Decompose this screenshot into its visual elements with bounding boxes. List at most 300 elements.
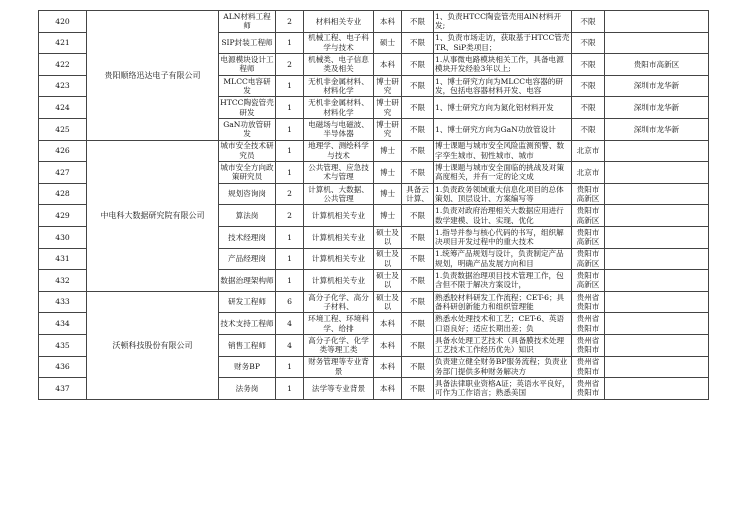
- row-number-cell: [39, 140, 87, 162]
- row-number-cell: [39, 270, 87, 292]
- education-cell: [374, 291, 402, 313]
- count-cell: [276, 97, 304, 119]
- experience-cell: [402, 378, 434, 400]
- duty-cell-text: 1.从事微电路模块相关工作，具备电源模块开发经验3年以上;: [435, 55, 564, 74]
- education-cell: [374, 334, 402, 356]
- education-cell-text: 本科: [379, 16, 396, 26]
- place-cell-text: 深圳市龙华新: [633, 102, 680, 112]
- duty-cell: [434, 75, 572, 97]
- position-cell-text: 规划咨询岗: [228, 189, 266, 199]
- major-cell: [304, 118, 374, 140]
- age-cell: [572, 356, 605, 378]
- position-cell-text: MLCC电容研发: [223, 76, 271, 96]
- company-cell-text: 贵阳顺络迅达电子有限公司: [104, 70, 201, 80]
- major-cell: [304, 140, 374, 162]
- place-cell: [605, 313, 709, 335]
- duty-cell-text: 1、博士研究方向为GaN功放管设计: [435, 124, 556, 134]
- age-cell-text: 不限: [580, 59, 596, 69]
- row-number-cell: [39, 162, 87, 184]
- duty-cell: [434, 356, 572, 378]
- count-cell-text: 4: [287, 340, 292, 350]
- count-cell: [276, 291, 304, 313]
- major-cell-text: 环境工程、环境科学、给排: [308, 314, 369, 333]
- age-cell: [572, 226, 605, 248]
- experience-cell: [402, 248, 434, 270]
- place-cell-text: 深圳市龙华新: [633, 81, 680, 91]
- age-cell-text: 不限: [580, 124, 596, 134]
- age-cell-text: 贵阳市高新区: [576, 271, 600, 290]
- table-row: [39, 140, 709, 162]
- row-number-cell: [39, 118, 87, 140]
- place-cell: [605, 118, 709, 140]
- place-cell: [605, 356, 709, 378]
- experience-cell-text: 不限: [409, 146, 426, 156]
- count-cell: [276, 183, 304, 205]
- education-cell-text: 本科: [379, 59, 396, 69]
- position-cell: [219, 54, 276, 76]
- place-cell: [605, 32, 709, 54]
- experience-cell-text: 具备云计算、: [406, 184, 429, 204]
- age-cell-text: 贵阳市高新区: [576, 206, 600, 225]
- duty-cell-text: 1、负责HTCC陶瓷管壳用AlN材料开发;: [435, 11, 562, 31]
- age-cell-text: 贵阳市高新区: [576, 249, 600, 268]
- count-cell: [276, 118, 304, 140]
- duty-cell-text: 1.负责数据治理项目技术管理工作，包含但不限于解决方案设计，: [435, 271, 564, 290]
- education-cell-text: 硕士: [379, 38, 396, 48]
- row-number-cell-text: 436: [55, 362, 70, 372]
- position-cell: [219, 183, 276, 205]
- duty-cell: [434, 140, 572, 162]
- duty-cell: [434, 118, 572, 140]
- age-cell-text: 贵州省贵阳市: [576, 378, 600, 398]
- count-cell: [276, 11, 304, 33]
- row-number-cell: [39, 75, 87, 97]
- row-number-cell: [39, 378, 87, 400]
- position-cell: [219, 248, 276, 270]
- major-cell-text: 财务管理等专业背景: [308, 357, 369, 376]
- education-cell-text: 博士: [379, 167, 396, 177]
- count-cell-text: 1: [287, 362, 292, 372]
- position-cell-text: 城市安全技术研究员: [220, 141, 274, 160]
- age-cell: [572, 162, 605, 184]
- position-cell-text: ALN材料工程师: [223, 11, 271, 31]
- education-cell: [374, 270, 402, 292]
- count-cell-text: 1: [287, 167, 292, 177]
- age-cell: [572, 291, 605, 313]
- count-cell: [276, 270, 304, 292]
- major-cell: [304, 270, 374, 292]
- experience-cell-text: 不限: [409, 297, 426, 307]
- duty-cell-text: 1、博士研究方向为MLCC电容器的研发，包括电容器材料开发、电容: [435, 76, 563, 96]
- row-number-cell: [39, 334, 87, 356]
- place-cell: [605, 291, 709, 313]
- age-cell: [572, 270, 605, 292]
- experience-cell-text: 不限: [409, 210, 426, 220]
- major-cell: [304, 378, 374, 400]
- experience-cell-text: 不限: [409, 81, 426, 91]
- count-cell: [276, 334, 304, 356]
- education-cell-text: 本科: [379, 318, 396, 328]
- major-cell-text: 计算机、大数据、公共管理: [308, 184, 369, 204]
- experience-cell: [402, 183, 434, 205]
- major-cell-text: 无机非金属材料、材料化学: [308, 98, 369, 117]
- duty-cell-text: 具备水处理工艺技术（具备膜技术处理工艺技术工作经历优先）知识: [435, 335, 565, 355]
- age-cell-text: 贵州省贵阳市: [576, 335, 600, 355]
- major-cell: [304, 32, 374, 54]
- major-cell-text: 地理学、测绘科学与技术: [308, 141, 369, 160]
- table-body: [39, 11, 709, 400]
- major-cell: [304, 291, 374, 313]
- row-number-cell-text: 424: [55, 102, 70, 112]
- education-cell-text: 硕士及以: [376, 249, 399, 268]
- major-cell: [304, 334, 374, 356]
- duty-cell-text: 1.负责政务领域重大信息化项目的总体策划、顶层设计、方案编写等: [435, 184, 564, 204]
- education-cell-text: 博士研究: [376, 76, 399, 96]
- major-cell-text: 机械类、电子信息类及相关: [308, 55, 369, 74]
- duty-cell: [434, 205, 572, 227]
- duty-cell: [434, 270, 572, 292]
- table-row: [39, 11, 709, 33]
- company-cell: [87, 140, 219, 291]
- count-cell: [276, 248, 304, 270]
- count-cell: [276, 75, 304, 97]
- place-cell: [605, 205, 709, 227]
- duty-cell: [434, 313, 572, 335]
- duty-cell: [434, 11, 572, 33]
- major-cell-text: 计算机相关专业: [311, 210, 366, 220]
- experience-cell: [402, 140, 434, 162]
- place-cell-text: 贵阳市高新区: [633, 59, 680, 69]
- company-cell-text: 沃顿科技股份有限公司: [112, 340, 193, 350]
- education-cell: [374, 118, 402, 140]
- education-cell-text: 硕士及以: [376, 227, 399, 247]
- education-cell: [374, 75, 402, 97]
- place-cell-text: 深圳市龙华新: [633, 124, 680, 134]
- experience-cell-text: 不限: [409, 275, 426, 285]
- major-cell-text: 计算机相关专业: [311, 232, 366, 242]
- position-cell: [219, 162, 276, 184]
- duty-cell-text: 具备法律职业资格A证；英语水平良好，可作为工作语言；熟悉美国: [435, 378, 570, 398]
- position-cell: [219, 75, 276, 97]
- duty-cell-text: 1、博士研究方向为氮化铝材料开发: [435, 102, 554, 112]
- education-cell-text: 本科: [379, 362, 396, 372]
- duty-cell-text: 1.统筹产品规划与设计，负责制定产品规划，明确产品发展方向和目: [435, 249, 564, 268]
- duty-cell-text: 1.指导并参与核心代码的书写，组织解决项目开发过程中的重大技术: [435, 227, 564, 247]
- row-number-cell-text: 430: [55, 232, 70, 242]
- major-cell: [304, 248, 374, 270]
- place-cell: [605, 75, 709, 97]
- age-cell: [572, 75, 605, 97]
- count-cell: [276, 140, 304, 162]
- age-cell: [572, 140, 605, 162]
- major-cell-text: 法学等专业背景: [311, 383, 366, 393]
- place-cell: [605, 226, 709, 248]
- experience-cell: [402, 118, 434, 140]
- experience-cell: [402, 205, 434, 227]
- age-cell-text: 不限: [580, 102, 596, 112]
- row-number-cell: [39, 54, 87, 76]
- education-cell: [374, 205, 402, 227]
- experience-cell: [402, 356, 434, 378]
- row-number-cell: [39, 356, 87, 378]
- place-cell: [605, 378, 709, 400]
- count-cell: [276, 54, 304, 76]
- place-cell: [605, 140, 709, 162]
- age-cell: [572, 54, 605, 76]
- position-cell: [219, 334, 276, 356]
- experience-cell: [402, 75, 434, 97]
- count-cell-text: 1: [287, 383, 292, 393]
- count-cell-text: 1: [287, 81, 292, 91]
- age-cell-text: 贵州省贵阳市: [576, 357, 600, 376]
- duty-cell: [434, 183, 572, 205]
- row-number-cell-text: 426: [55, 146, 70, 156]
- count-cell: [276, 356, 304, 378]
- row-number-cell: [39, 11, 87, 33]
- recruitment-table-sheet: [38, 10, 708, 400]
- row-number-cell: [39, 291, 87, 313]
- education-cell-text: 博士: [379, 189, 396, 199]
- position-cell-text: HTCC陶瓷管壳研发: [220, 98, 274, 117]
- count-cell: [276, 226, 304, 248]
- duty-cell: [434, 97, 572, 119]
- education-cell: [374, 248, 402, 270]
- duty-cell-text: 熟悉胶材料研发工作流程；CET-6；具备科研创新能力和组织管理能: [435, 292, 565, 312]
- education-cell: [374, 32, 402, 54]
- count-cell: [276, 162, 304, 184]
- education-cell: [374, 162, 402, 184]
- age-cell: [572, 248, 605, 270]
- row-number-cell-text: 427: [55, 167, 70, 177]
- row-number-cell: [39, 97, 87, 119]
- age-cell-text: 不限: [580, 81, 596, 91]
- row-number-cell: [39, 226, 87, 248]
- position-cell: [219, 118, 276, 140]
- experience-cell-text: 不限: [409, 318, 426, 328]
- experience-cell-text: 不限: [409, 383, 426, 393]
- position-cell-text: 城市安全方向政策研究员: [220, 163, 274, 182]
- count-cell-text: 2: [287, 59, 292, 69]
- count-cell-text: 1: [287, 146, 292, 156]
- place-cell: [605, 248, 709, 270]
- age-cell: [572, 334, 605, 356]
- position-cell-text: 销售工程师: [228, 340, 266, 350]
- company-cell-text: 中电科大数据研究院有限公司: [100, 210, 205, 220]
- count-cell-text: 1: [287, 102, 292, 112]
- row-number-cell-text: 428: [55, 189, 70, 199]
- position-cell-text: SIP封装工程师: [221, 38, 273, 48]
- position-cell: [219, 270, 276, 292]
- row-number-cell: [39, 32, 87, 54]
- row-number-cell-text: 421: [55, 38, 70, 48]
- major-cell: [304, 11, 374, 33]
- experience-cell: [402, 162, 434, 184]
- table-row: [39, 291, 709, 313]
- row-number-cell-text: 420: [55, 16, 70, 26]
- position-cell: [219, 356, 276, 378]
- age-cell-text: 北京市: [576, 167, 600, 177]
- age-cell-text: 贵州省贵阳市: [576, 314, 600, 333]
- experience-cell-text: 不限: [409, 340, 426, 350]
- experience-cell: [402, 11, 434, 33]
- position-cell: [219, 378, 276, 400]
- count-cell: [276, 205, 304, 227]
- row-number-cell: [39, 313, 87, 335]
- position-cell-text: 数据治理架构师: [220, 275, 274, 285]
- row-number-cell: [39, 248, 87, 270]
- company-cell: [87, 11, 219, 141]
- major-cell: [304, 97, 374, 119]
- experience-cell: [402, 270, 434, 292]
- count-cell: [276, 313, 304, 335]
- count-cell: [276, 378, 304, 400]
- age-cell-text: 贵州省贵阳市: [576, 292, 600, 312]
- place-cell: [605, 162, 709, 184]
- education-cell-text: 博士研究: [376, 119, 399, 139]
- major-cell-text: 无机非金属材料、材料化学: [308, 76, 369, 96]
- experience-cell: [402, 97, 434, 119]
- education-cell: [374, 313, 402, 335]
- major-cell-text: 电磁场与电磁波、半导体器: [308, 119, 369, 139]
- place-cell: [605, 183, 709, 205]
- age-cell: [572, 205, 605, 227]
- position-cell-text: 算法岗: [235, 210, 259, 220]
- experience-cell-text: 不限: [409, 232, 426, 242]
- company-cell: [87, 291, 219, 399]
- row-number-cell-text: 435: [55, 340, 70, 350]
- position-cell-text: 研发工程师: [228, 297, 266, 307]
- major-cell: [304, 54, 374, 76]
- duty-cell: [434, 334, 572, 356]
- age-cell: [572, 118, 605, 140]
- age-cell: [572, 183, 605, 205]
- position-cell: [219, 140, 276, 162]
- row-number-cell-text: 423: [55, 81, 70, 91]
- experience-cell-text: 不限: [409, 59, 426, 69]
- education-cell: [374, 54, 402, 76]
- major-cell: [304, 313, 374, 335]
- position-cell-text: 产品经理岗: [228, 254, 266, 264]
- major-cell-text: 计算机相关专业: [311, 275, 366, 285]
- duty-cell: [434, 248, 572, 270]
- experience-cell: [402, 226, 434, 248]
- duty-cell-text: 1.负责对政府治理相关大数据应用进行数学建模、设计、实现、优化: [435, 206, 564, 225]
- experience-cell-text: 不限: [409, 254, 426, 264]
- position-cell-text: GaN功放管研发: [223, 119, 271, 139]
- position-cell-text: 财务BP: [234, 362, 260, 372]
- place-cell: [605, 334, 709, 356]
- age-cell: [572, 11, 605, 33]
- position-cell: [219, 205, 276, 227]
- count-cell-text: 4: [287, 318, 292, 328]
- position-cell: [219, 11, 276, 33]
- count-cell-text: 2: [287, 210, 292, 220]
- major-cell-text: 高分子化学、化学类等理工类: [308, 335, 369, 355]
- age-cell: [572, 378, 605, 400]
- row-number-cell: [39, 183, 87, 205]
- duty-cell: [434, 226, 572, 248]
- major-cell-text: 公共管理、应急技术与管理: [308, 163, 369, 182]
- row-number-cell-text: 422: [55, 59, 70, 69]
- place-cell: [605, 97, 709, 119]
- age-cell-text: 贵阳市高新区: [576, 184, 600, 204]
- age-cell-text: 不限: [580, 16, 596, 26]
- duty-cell: [434, 378, 572, 400]
- position-cell: [219, 97, 276, 119]
- duty-cell-text: 博士课题与城市安全风险监测预警、数字孪生城市、韧性城市、城市: [435, 141, 565, 160]
- count-cell-text: 1: [287, 254, 292, 264]
- position-cell: [219, 291, 276, 313]
- age-cell-text: 不限: [580, 38, 596, 48]
- position-cell: [219, 226, 276, 248]
- education-cell-text: 博士: [379, 210, 396, 220]
- row-number-cell-text: 431: [55, 254, 70, 264]
- position-cell-text: 技术经理岗: [228, 232, 266, 242]
- age-cell: [572, 32, 605, 54]
- place-cell: [605, 11, 709, 33]
- count-cell-text: 2: [287, 189, 292, 199]
- count-cell-text: 2: [287, 16, 292, 26]
- position-cell: [219, 313, 276, 335]
- count-cell-text: 6: [287, 297, 292, 307]
- row-number-cell-text: 434: [55, 318, 70, 328]
- education-cell: [374, 140, 402, 162]
- age-cell: [572, 97, 605, 119]
- experience-cell-text: 不限: [409, 102, 426, 112]
- age-cell: [572, 313, 605, 335]
- education-cell: [374, 378, 402, 400]
- education-cell: [374, 356, 402, 378]
- age-cell-text: 贵阳市高新区: [576, 227, 600, 247]
- duty-cell-text: 1、负责市场走访，获取基于HTCC管壳TR、SiP类项目；: [435, 33, 570, 52]
- education-cell-text: 博士: [379, 146, 396, 156]
- major-cell-text: 计算机相关专业: [311, 254, 366, 264]
- recruitment-table: [38, 10, 709, 400]
- row-number-cell-text: 432: [55, 275, 70, 285]
- education-cell: [374, 97, 402, 119]
- education-cell-text: 博士研究: [376, 98, 399, 117]
- position-cell: [219, 32, 276, 54]
- place-cell: [605, 54, 709, 76]
- count-cell: [276, 32, 304, 54]
- education-cell: [374, 226, 402, 248]
- row-number-cell-text: 429: [55, 210, 70, 220]
- age-cell-text: 北京市: [576, 146, 600, 156]
- education-cell-text: 本科: [379, 340, 396, 350]
- experience-cell-text: 不限: [409, 16, 426, 26]
- count-cell-text: 1: [287, 232, 292, 242]
- experience-cell-text: 不限: [409, 362, 426, 372]
- duty-cell-text: 负责建立健全财务BP服务流程；负责业务部门提供多种财务解决方: [435, 357, 568, 376]
- experience-cell: [402, 313, 434, 335]
- major-cell: [304, 356, 374, 378]
- duty-cell-text: 博士课题与城市安全面临的挑战及对策高度相关，并有一定的论文成: [435, 163, 565, 182]
- experience-cell-text: 不限: [409, 124, 426, 134]
- experience-cell: [402, 54, 434, 76]
- major-cell: [304, 183, 374, 205]
- education-cell-text: 本科: [379, 383, 396, 393]
- position-cell-text: 技术支持工程师: [220, 318, 274, 328]
- row-number-cell-text: 433: [55, 297, 70, 307]
- duty-cell: [434, 32, 572, 54]
- major-cell: [304, 75, 374, 97]
- major-cell-text: 机械工程、电子科学与技术: [308, 33, 369, 52]
- duty-cell: [434, 54, 572, 76]
- place-cell: [605, 270, 709, 292]
- education-cell-text: 硕士及以: [376, 271, 399, 290]
- experience-cell-text: 不限: [409, 167, 426, 177]
- count-cell-text: 1: [287, 38, 292, 48]
